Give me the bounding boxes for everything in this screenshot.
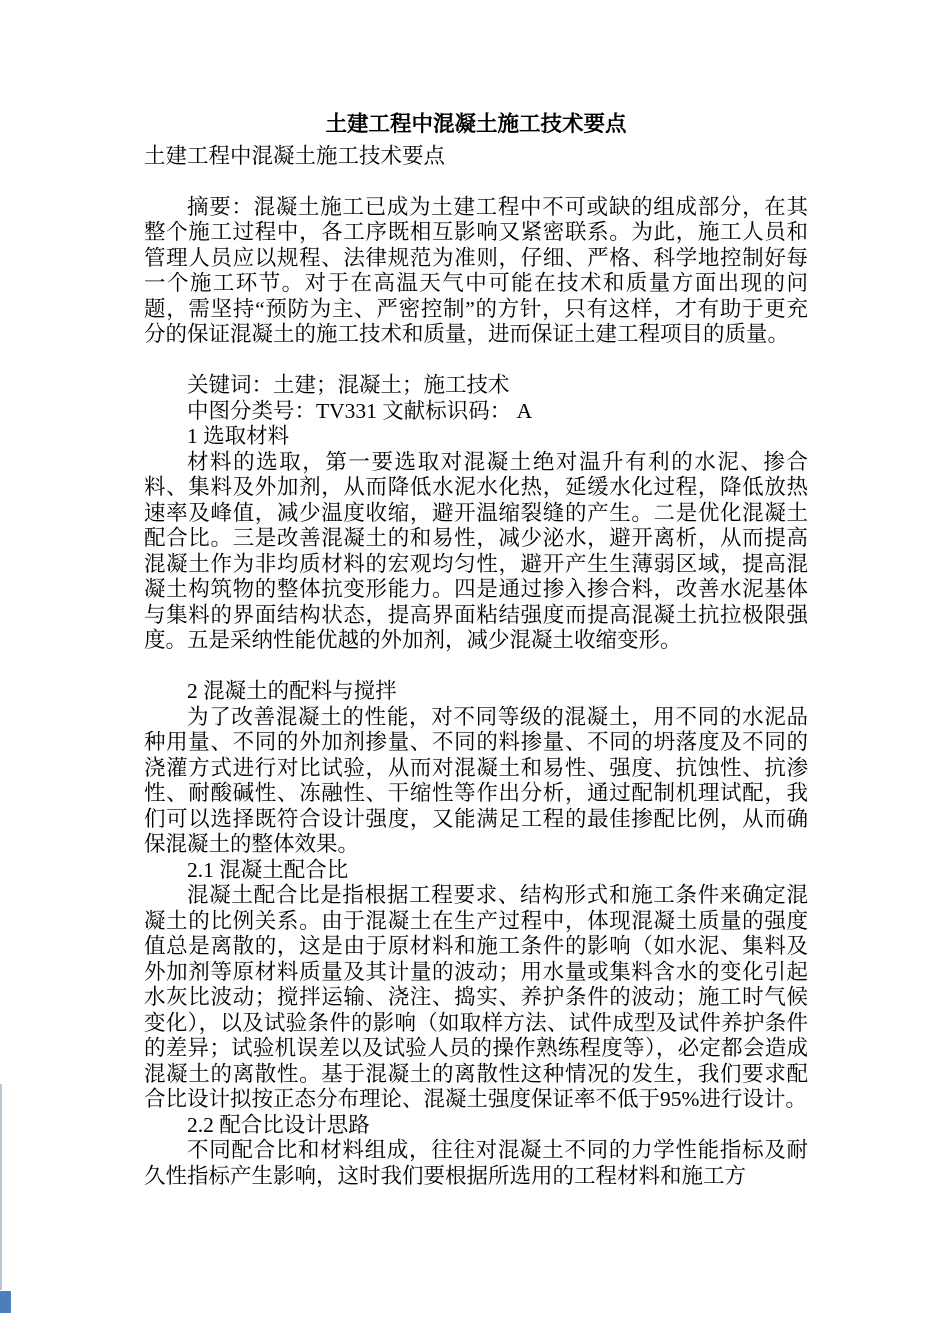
abstract-paragraph: 摘要：混凝土施工已成为土建工程中不可或缺的组成部分，在其整个施工过程中，各工序既相互影响又紧密联系。为此，施工人员和管理人员应以规程、法律规范为准则，仔细、严格、科学地控制好每一个施工环节。对于在高温天气中可能在技术和质量方面出现的问题，需坚持“预防为主、严密控制”的方针，只有这样，才有助于更充分的保证混凝土的施工技术和质量，进而保证土建工程项目的质量。 (144, 194, 808, 346)
section-2-2-heading: 2.2 配合比设计思路 (187, 1112, 370, 1137)
section-1-heading: 1 选取材料 (187, 424, 290, 448)
left-edge-marker (0, 1291, 11, 1313)
left-edge-line (0, 1084, 2, 1290)
doc-title: 土建工程中混凝土施工技术要点 (325, 112, 627, 136)
spacer (144, 348, 808, 374)
section-2-heading: 2 混凝土的配料与搅拌 (187, 679, 397, 703)
section-1-paragraph: 材料的选取，第一要选取对混凝土绝对温升有利的水泥、掺合料、集料及外加剂，从而降低水泥水化热，延缓水化过程，降低放热速率及峰值，减少温度收缩，避开温缩裂缝的产生。二是优化混凝土配合比。三是改善混凝土的和易性，减少泌水，避开离析，从而提高混凝土作为非均质材料的宏观均匀性，避开产生生薄弱区域，提高混凝土构筑物的整体抗变形能力。四是通过掺入掺合料，改善水泥基体与集料的界面结构状态，提高界面粘结强度而提高混凝土抗拉极限强度。五是采纳性能优越的外加剂，减少混凝土收缩变形。 (144, 449, 808, 652)
spacer (144, 654, 808, 680)
section-2-2-paragraph: 不同配合比和材料组成，往往对混凝土不同的力学性能指标及耐久性指标产生影响，这时我们要根据所选用的工程材料和施工方 (144, 1138, 808, 1188)
section-2-1-heading: 2.1 混凝土配合比 (187, 857, 349, 882)
spacer (144, 169, 808, 195)
section-2-1-paragraph: 混凝土配合比是指根据工程要求、结构形式和施工条件来确定混凝土的比例关系。由于混凝土在生产过程中，体现混凝土质量的强度值总是离散的，这是由于原材料和施工条件的影响（如水泥、集料及外加剂等原材料质量及其计量的波动；用水量或集料含水的变化引起水灰比波动；搅拌运输、浇注、捣实、养护条件的波动；施工时气候变化），以及试验条件的影响（如取样方法、试件成型及试件养护条件的差异；试验机误差以及试验人员的操作熟练程度等），必定都会造成混凝土的离散性。基于混凝土的离散性这种情况的发生，我们要求配合比设计拟按正态分布理论、混凝土强度保证率不低于95%进行设计。 (144, 883, 808, 1111)
document-page (144, 112, 808, 1189)
doc-subtitle: 土建工程中混凝土施工技术要点 (144, 143, 446, 168)
section-2-paragraph: 为了改善混凝土的性能，对不同等级的混凝土，用不同的水泥品种用量、不同的外加剂掺量、不同的料掺量、不同的坍落度及不同的浇灌方式进行对比试验，从而对混凝土和易性、强度、抗蚀性、抗渗性、耐酸碱性、冻融性、干缩性等作出分析，通过配制机理试配，我们可以选择既符合设计强度，又能满足工程的最佳掺配比例，从而确保混凝土的整体效果。 (144, 704, 808, 856)
classification-line: 中图分类号：TV331 文献标识码： A (187, 398, 533, 423)
keywords-line: 关键词：土建；混凝土；施工技术 (187, 373, 510, 397)
